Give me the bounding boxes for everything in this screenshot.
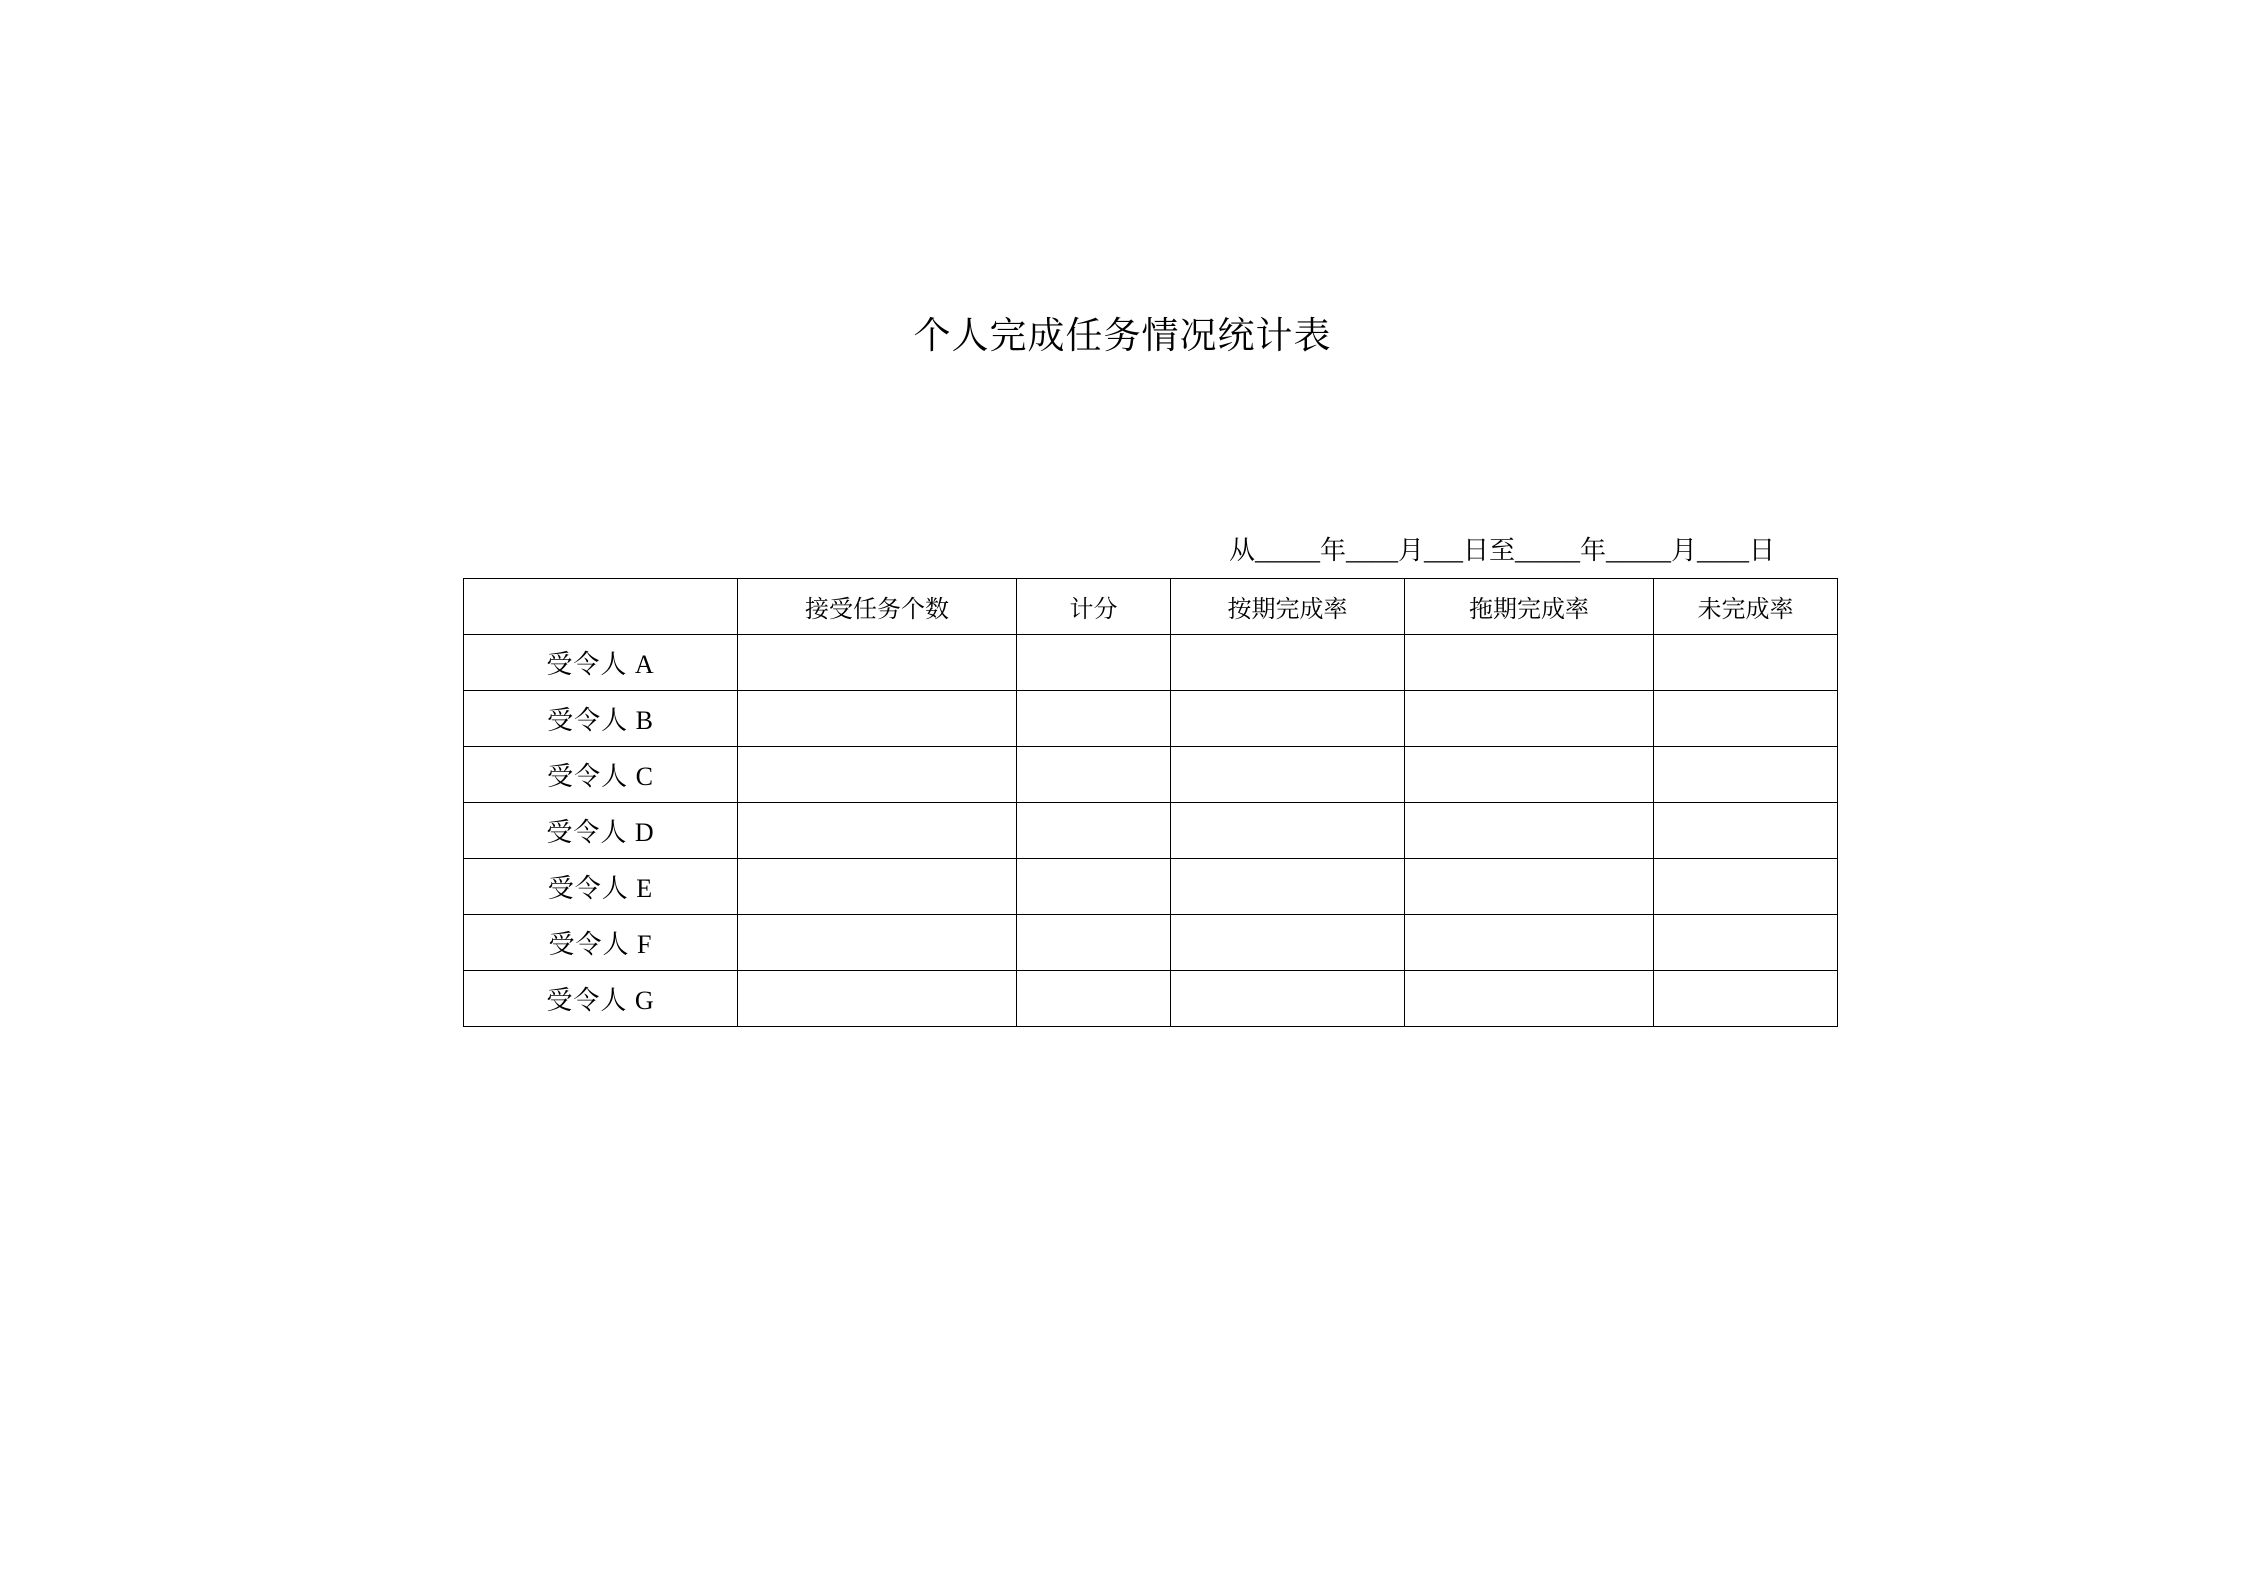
- table-row: [464, 859, 1838, 915]
- row-value-cell[interactable]: [1654, 691, 1838, 747]
- row-value-cell[interactable]: [738, 859, 1017, 915]
- row-value-cell[interactable]: [1017, 971, 1171, 1027]
- table-header-cell-incomplete-rate: 未完成率: [1654, 579, 1838, 635]
- row-value-cell[interactable]: [1405, 859, 1654, 915]
- row-value-cell[interactable]: [738, 691, 1017, 747]
- row-label-cell: 受令人 E: [464, 859, 738, 915]
- row-label-cell: 受令人 C: [464, 747, 738, 803]
- row-value-cell[interactable]: [1654, 915, 1838, 971]
- row-value-cell[interactable]: [738, 635, 1017, 691]
- table-row: [464, 635, 1838, 691]
- row-value-cell[interactable]: [1171, 859, 1405, 915]
- row-value-cell[interactable]: [1405, 915, 1654, 971]
- table-row: [464, 915, 1838, 971]
- row-value-cell[interactable]: [1017, 859, 1171, 915]
- row-value-cell[interactable]: [1017, 691, 1171, 747]
- row-value-cell[interactable]: [1654, 635, 1838, 691]
- table-header-cell-blank: [464, 579, 738, 635]
- date-range-line: 从_____年____月___日至_____年_____月____日: [1228, 536, 1775, 565]
- row-value-cell[interactable]: [1654, 803, 1838, 859]
- row-value-cell[interactable]: [1654, 859, 1838, 915]
- table-header-cell-tasks: 接受任务个数: [738, 579, 1017, 635]
- row-value-cell[interactable]: [738, 971, 1017, 1027]
- row-value-cell[interactable]: [1654, 971, 1838, 1027]
- table-header-cell-delayed-rate: 拖期完成率: [1405, 579, 1654, 635]
- table-row: [464, 747, 1838, 803]
- row-value-cell[interactable]: [1171, 803, 1405, 859]
- row-value-cell[interactable]: [738, 915, 1017, 971]
- row-value-cell[interactable]: [1405, 971, 1654, 1027]
- row-label-cell: 受令人 A: [464, 635, 738, 691]
- row-label-cell: 受令人 G: [464, 971, 738, 1027]
- task-completion-table: [463, 578, 1838, 1027]
- table-header-cell-score: 计分: [1017, 579, 1171, 635]
- row-value-cell[interactable]: [1405, 691, 1654, 747]
- row-value-cell[interactable]: [1171, 635, 1405, 691]
- row-value-cell[interactable]: [1405, 803, 1654, 859]
- row-label-cell: 受令人 F: [464, 915, 738, 971]
- row-label-cell: 受令人 B: [464, 691, 738, 747]
- row-value-cell[interactable]: [738, 747, 1017, 803]
- row-value-cell[interactable]: [1171, 915, 1405, 971]
- table-row: [464, 971, 1838, 1027]
- row-value-cell[interactable]: [1171, 971, 1405, 1027]
- row-value-cell[interactable]: [1017, 747, 1171, 803]
- table-header-row: [464, 579, 1838, 635]
- table-header-cell-ontime-rate: 按期完成率: [1171, 579, 1405, 635]
- row-value-cell[interactable]: [1017, 915, 1171, 971]
- row-value-cell[interactable]: [1171, 691, 1405, 747]
- table-row: [464, 691, 1838, 747]
- row-value-cell[interactable]: [1017, 803, 1171, 859]
- row-value-cell[interactable]: [1405, 747, 1654, 803]
- row-value-cell[interactable]: [738, 803, 1017, 859]
- row-label-cell: 受令人 D: [464, 803, 738, 859]
- table-row: [464, 803, 1838, 859]
- row-value-cell[interactable]: [1171, 747, 1405, 803]
- row-value-cell[interactable]: [1654, 747, 1838, 803]
- row-value-cell[interactable]: [1017, 635, 1171, 691]
- page-title: 个人完成任务情况统计表: [913, 314, 1332, 357]
- row-value-cell[interactable]: [1405, 635, 1654, 691]
